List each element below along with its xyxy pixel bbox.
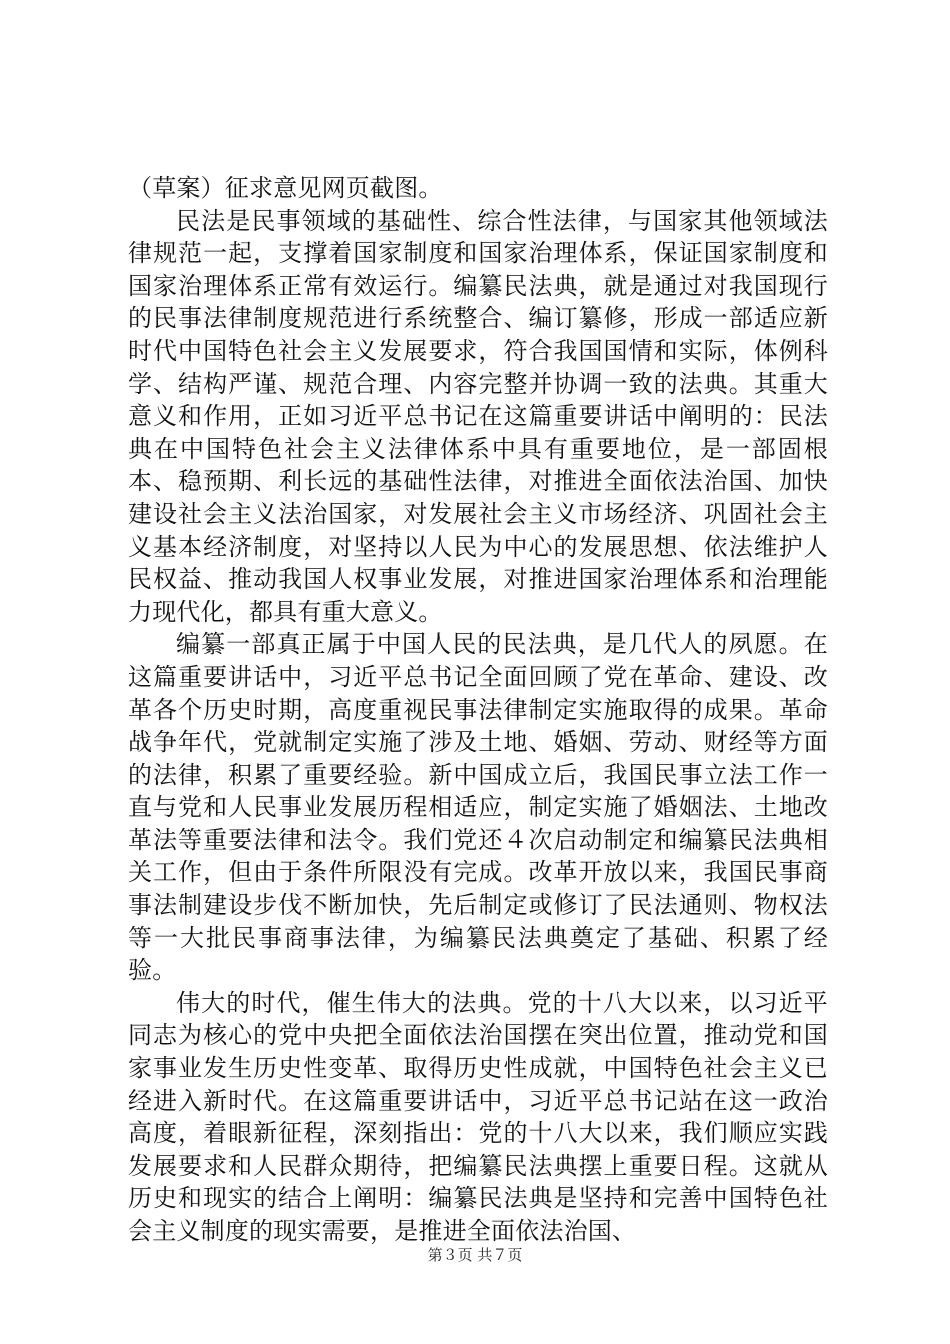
paragraph-historical-review: 编纂一部真正属于中国人民的民法典，是几代人的夙愿。在这篇重要讲话中，习近平总书记全面回顾了党在革命、建设、改革各个历史时期，高度重视民事法律制定实施取得的成果。革命战争年代，党就制定实施了涉及土地、婚姻、劳动、财经等方面的法律，积累了重要经验。新中国成立后，我国民事立法工作一直与党和人民事业发展历程相适应，制定实施了婚姻法、土地改革法等重要法律和法令。我们党还４次启动制定和编纂民法典相关工作，但由于条件所限没有完成。改革开放以来，我国民事商事法制建设步伐不断加快，先后制定或修订了民法通则、物权法等一大批民事商事法律，为编纂民法典奠定了基础、积累了经验。 xyxy=(128,630,828,985)
page-number-footer: 第３页 共７页 xyxy=(427,1246,523,1264)
paragraph-continuation: （草案）征求意见网页截图。 xyxy=(128,174,443,202)
paragraph-new-era: 伟大的时代，催生伟大的法典。党的十八大以来，以习近平同志为核心的党中央把全面依法治国摆在突出位置，推动党和国家事业发生历史性变革、取得历史性成就，中国特色社会主义已经进入新时代。在这篇重要讲话中，习近平总书记站在这一政治高度，着眼新征程，深刻指出：党的十八大以来，我们顺应实践发展要求和人民群众期待，把编纂民法典摆上重要日程。这就从历史和现实的结合上阐明：编纂民法典是坚持和完善中国特色社会主义制度的现实需要，是推进全面依法治国、 xyxy=(128,988,828,1245)
document-body xyxy=(128,172,828,1248)
paragraph-civil-law-significance: 民法是民事领域的基础性、综合性法律，与国家其他领域法律规范一起，支撑着国家制度和国家治理体系，保证国家制度和国家治理体系正常有效运行。编纂民法典，就是通过对我国现行的民事法律制度规范进行系统整合、编订纂修，形成一部适应新时代中国特色社会主义发展要求，符合我国国情和实际，体例科学、结构严谨、规范合理、内容完整并协调一致的法典。其重大意义和作用，正如习近平总书记在这篇重要讲话中阐明的：民法典在中国特色社会主义法律体系中具有重要地位，是一部固根本、稳预期、利长远的基础性法律，对推进全面依法治国、加快建设社会主义法治国家，对发展社会主义市场经济、巩固社会主义基本经济制度，对坚持以人民为中心的发展思想、依法维护人民权益、推动我国人权事业发展，对推进国家治理体系和治理能力现代化，都具有重大意义。 xyxy=(128,206,828,626)
